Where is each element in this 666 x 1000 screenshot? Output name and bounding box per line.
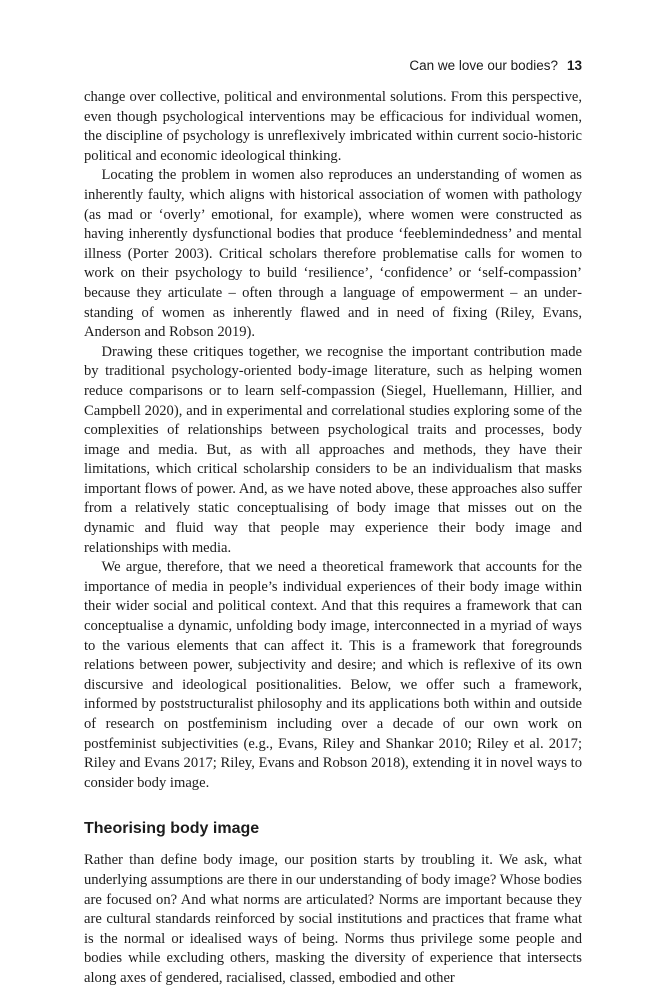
- paragraph: change over collective, political and environmental solutions. From this perspective, even though psychological interventions may be efficacious for individual women, the discipline of psychology is unreflexively imbricated within current socio-historic political and economic ideological thinking.: [84, 89, 582, 164]
- page-body: [84, 88, 582, 989]
- section-heading: Theorising body image: [84, 820, 260, 838]
- paragraph: Rather than define body image, our position starts by troubling it. We ask, what underlying assumptions are there in our understanding of body image? Whose bodies are focused on? And what norms are articulated? Norms are important because they are cultural standards reinforced by social institutions and practices that frame what is the normal or idealised ways of being. Norms thus privilege some people and bodies while excluding others, masking the diversity of experience that intersects along axes of gendered, racialised, classed, embodied and other: [84, 852, 582, 986]
- running-head: [409, 58, 582, 73]
- paragraph: Drawing these critiques together, we recognise the important contribution made by traditional psychology-oriented body-image literature, such as helping women reduce comparisons or to learn self-compassion (Siegel, Huellemann, Hillier, and Campbell 2020), and in experimental and correlational studies exploring some of the complexities of relationships between psychological traits and processes, body image and media. But, as with all approaches and methods, they have their limitations, which critical scholarship considers to be an individualism that masks important flows of power. And, as we have noted above, these approaches also suffer from a relatively static conceptualising of body image that misses out on the dynamic and fluid way that people may experience their body image and relationships with media.: [84, 343, 582, 556]
- running-head-title: Can we love our bodies?: [409, 58, 558, 73]
- paragraph: Locating the problem in women also reproduces an understanding of women as inherently faulty, which aligns with historical association of women with pathology (as mad or ‘overly’ emotional, for example), where women were constructed as having inherently dysfunctional bodies that produce ‘feeblemindedness’ and mental illness (Porter 2003). Critical scholars therefore problematise calls for women to work on their psychology to build ‘resilience’, ‘confidence’ or ‘self-compassion’ because they articulate – often through a language of empowerment – an understanding of women as inherently flawed and in need of fixing (Riley, Evans, Anderson and Robson 2019).: [84, 167, 582, 341]
- paragraph: We argue, therefore, that we need a theoretical framework that accounts for the importance of media in people’s individual experiences of their body image within their wider social and political context. And that this requires a framework that can conceptualise a dynamic, unfolding body image, interconnected in a myriad of ways to the various elements that can affect it. This is a framework that foregrounds relations between power, subjectivity and desire; and which is reflexive of its own discursive and ideological positionalities. Below, we offer such a framework, informed by poststructuralist philosophy and its applications both within and outside of research on postfeminism including over a decade of our own work on postfeminist subjectivities (e.g., Evans, Riley and Shankar 2010; Riley et al. 2017; Riley and Evans 2017; Riley, Evans and Robson 2018), extending it in novel ways to consider body image.: [84, 559, 582, 791]
- page-number: 13: [566, 58, 582, 73]
